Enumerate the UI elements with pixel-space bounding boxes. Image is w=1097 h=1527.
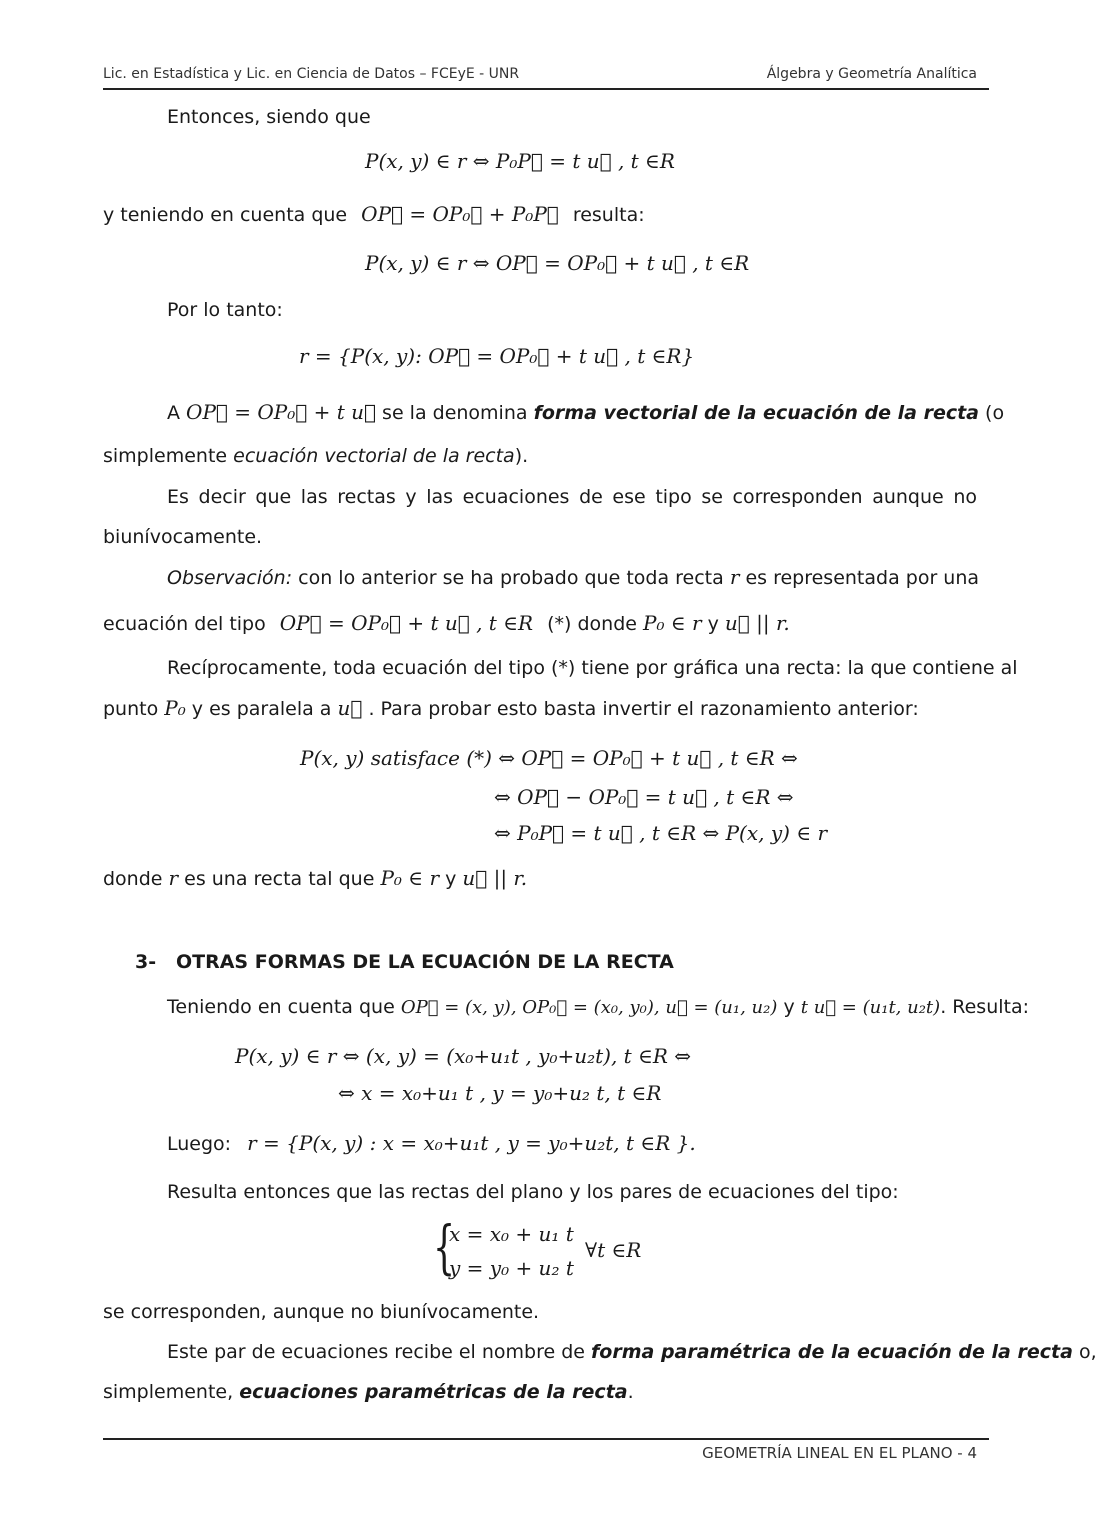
term-vector-form: forma vectorial de la ecuación de la recta (533, 402, 979, 424)
paragraph-reciprocal: Recíprocamente, toda ecuación del tipo (*) tiene por gráfica una recta: la que contiene al (167, 657, 1018, 679)
paragraph-correspond: Es decir que las rectas y las ecuaciones de ese tipo se corresponden aunque no (167, 486, 977, 508)
text: y (707, 613, 719, 635)
text: con lo anterior se ha probado que toda recta (298, 567, 724, 589)
symbol-p0: P₀ (164, 696, 186, 720)
equation-3: r = {P(x, y): OP⃗ = OP₀⃗ + t u⃗ , t ∈R} (299, 344, 695, 368)
paragraph-correspond-2: se corresponden, aunque no biunívocamente. (103, 1301, 540, 1323)
text: y (445, 868, 457, 890)
term-parametric-equations: ecuaciones paramétricas de la recta (239, 1381, 628, 1403)
section-title: OTRAS FORMAS DE LA ECUACIÓN DE LA RECTA (175, 951, 674, 973)
text: o, (1078, 1341, 1097, 1363)
text: donde (103, 868, 163, 890)
text: Luego: (167, 1133, 232, 1155)
paragraph-where (103, 865, 527, 892)
inline-equation: OP⃗ = OP₀⃗ + P₀P⃗ (361, 202, 559, 226)
equation-2: P(x, y) ∈ r ⇔ OP⃗ = OP₀⃗ + t u⃗ , t ∈R (365, 251, 750, 275)
paragraph-observation-cont (103, 610, 790, 637)
equation-1: P(x, y) ∈ r ⇔ P₀P⃗ = t u⃗ , t ∈R (365, 149, 675, 173)
inline-equation: t u⃗ = (u₁t, u₂t) (800, 997, 941, 1018)
equation-4c: ⇔ P₀P⃗ = t u⃗ , t ∈R ⇔ P(x, y) ∈ r (494, 821, 828, 845)
inline-equation: r = {P(x, y) : x = x₀+u₁t , y = y₀+u₂t, t ∈R }. (247, 1131, 696, 1155)
inline-equation: OP⃗ = OP₀⃗ + t u⃗ (186, 400, 376, 424)
text: es representada por una (745, 567, 980, 589)
paragraph-result: Resulta entonces que las rectas del plano y los pares de ecuaciones del tipo: (167, 1181, 899, 1203)
paragraph-observation (167, 564, 980, 591)
text: simplemente (103, 445, 228, 467)
text: y (783, 996, 795, 1018)
text: punto (103, 698, 159, 720)
text: . Resulta: (940, 996, 1030, 1018)
term-parametric-form: forma paramétrica de la ecuación de la recta (591, 1341, 1073, 1363)
section-number: 3- (135, 951, 157, 973)
paragraph-parametric-cont (103, 1379, 634, 1405)
paragraph-therefore: Por lo tanto: (167, 299, 283, 321)
text: Este par de ecuaciones recibe el nombre de (167, 1341, 585, 1363)
symbol-u: u⃗ (337, 696, 363, 720)
paragraph-correspond-cont: biunívocamente. (103, 526, 263, 548)
text: A (167, 402, 180, 424)
text: es una recta tal que (184, 868, 375, 890)
paragraph-vector-form-cont (103, 443, 528, 469)
label-observation: Observación: (167, 567, 293, 589)
system-quantifier: ∀t ∈R (585, 1238, 642, 1262)
inline-equation: OP⃗ = (x, y), OP₀⃗ = (x₀, y₀), u⃗ = (u₁, u₂) (400, 997, 778, 1018)
paragraph-considering (103, 201, 645, 228)
text: Teniendo en cuenta que (167, 996, 395, 1018)
page-header (103, 64, 989, 90)
text: (o (985, 402, 1005, 424)
text: ecuación del tipo (103, 613, 266, 635)
equation-4a: P(x, y) satisface (*) ⇔ OP⃗ = OP₀⃗ + t u⃗ , t ∈R ⇔ (300, 746, 798, 770)
symbol-r: r (729, 565, 740, 589)
inline-condition: P₀ ∈ r (380, 866, 440, 890)
text: simplemente, (103, 1381, 234, 1403)
paragraph-then (167, 1130, 696, 1157)
text: y es paralela a (191, 698, 332, 720)
inline-parallel: u⃗ || r. (724, 611, 790, 635)
footer-page-label: GEOMETRÍA LINEAL EN EL PLANO - 4 (702, 1444, 977, 1462)
paragraph-parametric (167, 1339, 1097, 1365)
paragraph-reciprocal-cont (103, 695, 919, 722)
system-line-2: y = y₀ + u₂ t (449, 1256, 574, 1280)
equation-5b: ⇔ x = x₀+u₁ t , y = y₀+u₂ t, t ∈R (338, 1081, 662, 1105)
inline-parallel: u⃗ || r. (462, 866, 528, 890)
header-subject: Álgebra y Geometría Analítica (766, 66, 977, 82)
text: (*) donde (547, 613, 637, 635)
paragraph-vector-form (167, 399, 1005, 426)
inline-equation: OP⃗ = OP₀⃗ + t u⃗ , t ∈R (279, 611, 534, 635)
text: y teniendo en cuenta que (103, 204, 348, 226)
system-line-1: x = x₀ + u₁ t (449, 1222, 574, 1246)
inline-condition: P₀ ∈ r (643, 611, 702, 635)
term-vector-equation: ecuación vectorial de la recta (233, 445, 515, 467)
paragraph-intro: Entonces, siendo que (167, 106, 371, 128)
paragraph-considering-components (167, 994, 1029, 1021)
text: . (627, 1381, 634, 1403)
page-footer (103, 1438, 989, 1462)
equation-5a: P(x, y) ∈ r ⇔ (x, y) = (x₀+u₁t , y₀+u₂t), t ∈R ⇔ (235, 1044, 692, 1068)
symbol-r: r (168, 866, 179, 890)
equation-4b: ⇔ OP⃗ − OP₀⃗ = t u⃗ , t ∈R ⇔ (494, 785, 794, 809)
text: resulta: (572, 204, 645, 226)
text: ). (514, 445, 529, 467)
text: se la denomina (382, 402, 528, 424)
header-course: Lic. en Estadística y Lic. en Ciencia de Datos – FCEyE - UNR (103, 66, 520, 82)
section-heading (135, 949, 674, 975)
text: . Para probar esto basta invertir el razonamiento anterior: (368, 698, 919, 720)
system-brace: { (433, 1213, 456, 1281)
